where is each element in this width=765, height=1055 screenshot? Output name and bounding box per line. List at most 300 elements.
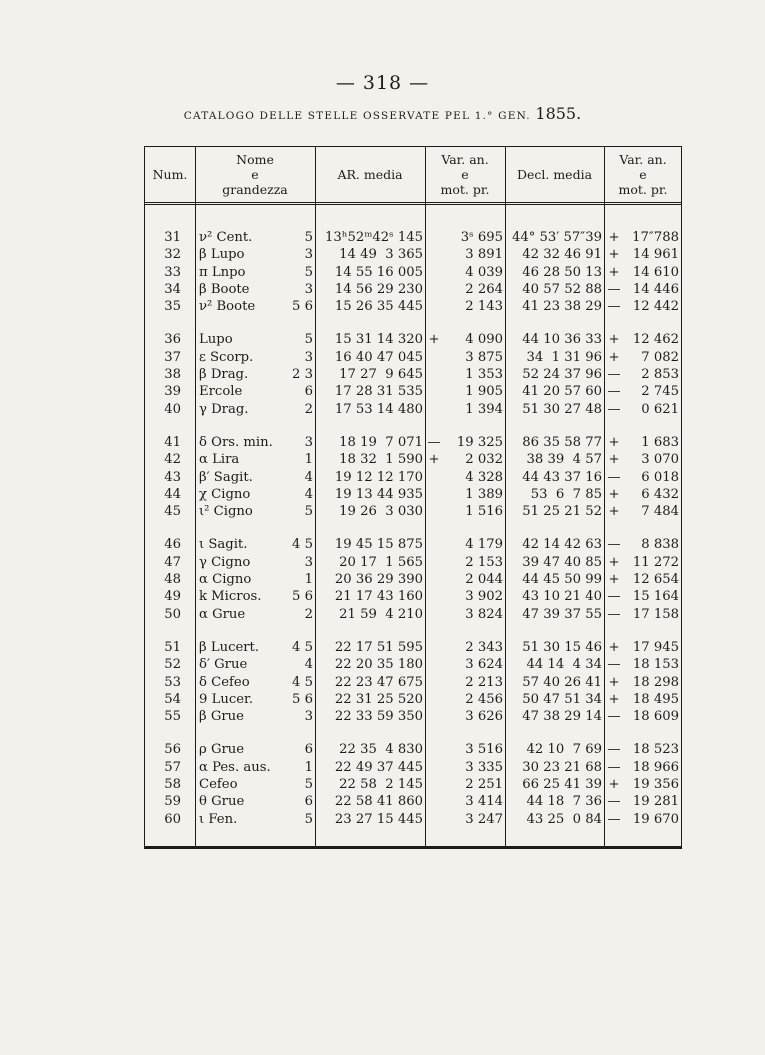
cell-var-decl: 18 609 [632,709,679,725]
cell-decl: 51 30 27 48 [522,401,602,417]
cell-decl: 44 18 7 36 [526,794,602,810]
cell-star: ν² Boote [199,299,256,315]
cell-star: β Drag. [199,367,249,383]
cell-magnitude: 5 [304,230,313,245]
cell-star: β Grue [199,709,244,725]
cell-var-ar: 2 153 [465,554,503,570]
cell-decl: 47 38 29 14 [522,709,602,725]
group-spacer [145,623,681,639]
cell-num: 33 [164,264,181,280]
cell-num: 56 [164,742,181,758]
cell-var-decl: 8 838 [641,537,679,553]
cell-decl: 47 39 37 55 [522,606,602,622]
cell-var-decl-sign: + [608,230,620,245]
cell-var-decl: 12 442 [632,299,679,315]
cell-magnitude: 1 [304,572,313,588]
cell-ar: 15 26 35 445 [334,299,423,315]
cell-magnitude: 5 [304,264,313,280]
cell-num: 43 [164,469,181,485]
cell-decl: 51 30 15 46 [522,639,602,655]
cell-var-decl: 17″788 [632,230,679,245]
table-row [145,401,681,418]
cell-var-ar: 2 343 [465,639,503,655]
cell-star: γ Drag. [199,401,249,417]
cell-var-decl: 3 070 [641,452,679,468]
cell-var-ar: 3 824 [465,606,503,622]
cell-magnitude: 3 [304,281,313,297]
cell-star: δ Ors. min. [199,434,273,450]
cell-var-ar-sign: + [428,452,440,468]
cell-num: 35 [164,299,181,315]
header-decl [505,147,604,202]
cell-magnitude: 4 5 [292,674,313,690]
cell-ar: 21 59 4 210 [339,606,423,622]
cell-var-decl: 19 356 [632,777,679,793]
cell-magnitude: 5 6 [292,299,313,315]
cell-num: 36 [164,332,181,348]
cell-num: 52 [164,657,181,673]
cell-var-ar-sign: + [428,332,440,348]
cell-ar: 15 31 14 320 [334,332,423,348]
table-row [145,656,681,673]
table-row [145,503,681,520]
cell-ar: 19 26 3 030 [339,504,423,520]
cell-magnitude: 3 [304,434,313,450]
cell-ar: 17 27 9 645 [339,367,423,383]
cell-star: β Lucert. [199,639,260,655]
cell-num: 51 [164,639,181,655]
cell-num: 50 [164,606,181,622]
cell-ar: 22 58 41 860 [334,794,423,810]
cell-var-decl: 6 018 [641,469,679,485]
cell-var-ar: 1 905 [465,384,503,400]
cell-decl: 38 39 4 57 [526,452,602,468]
cell-var-decl: 19 281 [632,794,679,810]
cell-var-decl: 17 158 [632,606,679,622]
cell-decl: 51 25 21 52 [522,504,602,520]
table-row [145,451,681,468]
table-row [145,811,681,828]
cell-magnitude: 6 [304,384,313,400]
cell-var-decl-sign: — [607,657,621,673]
page-title [0,104,765,123]
table-row [145,469,681,486]
cell-var-decl-sign: — [607,469,621,485]
table-row [145,298,681,315]
header-ar [315,147,425,202]
table-row [145,264,681,281]
cell-star: β Lupo [199,247,245,263]
cell-var-decl: 18 523 [632,742,679,758]
cell-var-decl: 17 945 [632,639,679,655]
cell-star: k Micros. [199,589,262,605]
cell-star: ρ Grue [199,742,245,758]
cell-magnitude: 1 [304,452,313,468]
cell-num: 39 [164,384,181,400]
cell-decl: 44 45 50 99 [522,572,602,588]
cell-num: 54 [164,691,181,707]
cell-magnitude: 2 [304,401,313,417]
cell-ar: 20 17 1 565 [339,554,423,570]
cell-var-decl-sign: + [608,486,620,502]
cell-var-decl-sign: + [608,264,620,280]
cell-ar: 19 13 44 935 [334,486,423,502]
cell-ar: 22 20 35 180 [334,657,423,673]
cell-decl: 34 1 31 96 [526,349,602,365]
cell-var-decl-sign: + [608,674,620,690]
cell-var-decl-sign: + [608,639,620,655]
table-row [145,691,681,708]
cell-num: 46 [164,537,181,553]
cell-magnitude: 4 5 [292,537,313,553]
cell-num: 40 [164,401,181,417]
cell-decl: 41 23 38 29 [522,299,602,315]
cell-var-ar: 3 624 [465,657,503,673]
table-row [145,486,681,503]
table-row [145,741,681,758]
cell-var-ar-sign: — [427,434,441,450]
cell-var-decl: 15 164 [632,589,679,605]
table-header [145,147,681,205]
group-spacer [145,418,681,434]
table-row [145,434,681,451]
cell-decl: 66 25 41 39 [522,777,602,793]
cell-star: ε Scorp. [199,349,254,365]
cell-var-ar: 1 353 [465,367,503,383]
header-num-label: Num. [152,167,188,182]
cell-magnitude: 4 [304,657,313,673]
cell-magnitude: 6 [304,794,313,810]
cell-decl: 40 57 52 88 [522,281,602,297]
cell-decl: 44 43 37 16 [522,469,602,485]
cell-var-decl: 18 495 [632,691,679,707]
table-row [145,536,681,553]
cell-star: β′ Sagit. [199,469,253,485]
cell-var-decl-sign: + [608,332,620,348]
cell-decl: 43 10 21 40 [522,589,602,605]
cell-var-decl-sign: + [608,247,620,263]
cell-magnitude: 4 [304,469,313,485]
cell-var-ar: 19 325 [456,434,503,450]
cell-magnitude: 6 [304,742,313,758]
cell-magnitude: 4 5 [292,639,313,655]
cell-ar: 19 45 15 875 [334,537,423,553]
cell-var-ar: 3 891 [465,247,503,263]
cell-decl: 30 23 21 68 [522,759,602,775]
cell-star: π Lnpo [199,264,246,280]
cell-var-ar: 3 875 [465,349,503,365]
header-var-ar-line: Var. an. [441,152,489,167]
cell-star: δ Cefeo [199,674,250,690]
cell-ar: 22 33 59 350 [334,709,423,725]
table-row [145,588,681,605]
header-nome-line: Nome [236,152,274,167]
table-row [145,606,681,623]
cell-ar: 18 32 1 590 [339,452,423,468]
cell-decl: 43 25 0 84 [526,811,602,827]
cell-var-ar: 2 251 [465,777,503,793]
cell-var-decl: 14 961 [632,247,679,263]
cell-magnitude: 2 3 [292,367,313,383]
header-var-decl [604,147,682,202]
table-row [145,571,681,588]
cell-var-ar: 3 414 [465,794,503,810]
cell-var-ar: 4 179 [465,537,503,553]
cell-ar: 14 55 16 005 [334,264,423,280]
cell-magnitude: 3 [304,247,313,263]
table-row [145,229,681,246]
cell-var-decl: 11 272 [632,554,679,570]
cell-ar: 22 23 47 675 [334,674,423,690]
page-number: — 318 — [335,72,430,94]
cell-star: ι Fen. [199,811,238,827]
cell-var-decl-sign: — [607,794,621,810]
cell-var-decl-sign: — [607,401,621,417]
cell-num: 44 [164,486,181,502]
cell-var-decl: 19 670 [632,811,679,827]
cell-num: 31 [164,230,181,245]
cell-decl: 42 14 42 63 [522,537,602,553]
cell-var-decl-sign: + [608,434,620,450]
group-spacer [145,520,681,536]
table-row [145,331,681,348]
cell-var-ar: 2 143 [465,299,503,315]
group-spacer [145,315,681,331]
cell-var-ar: 3 335 [465,759,503,775]
table-row [145,674,681,691]
cell-num: 59 [164,794,181,810]
cell-magnitude: 5 [304,504,313,520]
cell-star: Ercole [199,384,243,400]
cell-var-decl-sign: + [608,349,620,365]
cell-decl: 53 6 7 85 [530,486,602,502]
cell-ar: 18 19 7 071 [339,434,423,450]
cell-var-ar: 4 090 [465,332,503,348]
cell-star: ι² Cigno [199,504,253,520]
cell-var-decl: 14 446 [632,281,679,297]
cell-num: 41 [164,434,181,450]
cell-var-decl-sign: — [607,589,621,605]
cell-magnitude: 3 [304,349,313,365]
header-nome-line: grandezza [222,182,288,197]
cell-var-decl: 7 484 [641,504,679,520]
cell-decl: 86 35 58 77 [522,434,602,450]
header-var-ar [425,147,505,202]
cell-decl: 42 10 7 69 [526,742,602,758]
cell-num: 37 [164,349,181,365]
header-nome [195,147,315,202]
cell-decl: 41 20 57 60 [522,384,602,400]
cell-var-ar: 4 039 [465,264,503,280]
cell-ar: 22 17 51 595 [334,639,423,655]
cell-star: β Boote [199,281,250,297]
cell-num: 45 [164,504,181,520]
cell-magnitude: 5 [304,777,313,793]
cell-num: 42 [164,452,181,468]
cell-star: 9 Lucer. [199,691,254,707]
cell-var-decl: 0 621 [641,401,679,417]
cell-num: 48 [164,572,181,588]
cell-ar: 22 58 2 145 [339,777,423,793]
cell-decl: 42 32 46 91 [522,247,602,263]
header-var-decl-line: mot. pr. [618,182,668,197]
cell-ar: 23 27 15 445 [334,811,423,827]
cell-var-decl: 12 462 [632,332,679,348]
cell-var-ar: 3 247 [465,811,503,827]
cell-star: α Grue [199,606,246,622]
cell-magnitude: 5 6 [292,691,313,707]
cell-ar: 22 49 37 445 [334,759,423,775]
cell-var-ar: 2 032 [465,452,503,468]
cell-num: 49 [164,589,181,605]
cell-magnitude: 2 [304,606,313,622]
cell-var-decl-sign: — [607,537,621,553]
cell-var-decl-sign: — [607,742,621,758]
cell-var-ar: 2 044 [465,572,503,588]
cell-ar: 17 53 14 480 [334,401,423,417]
table-row [145,708,681,725]
cell-var-decl: 14 610 [632,264,679,280]
cell-var-decl-sign: — [607,384,621,400]
page-title-year: 1855. [535,104,582,123]
cell-ar: 13ʰ52ᵐ42ˢ 145 [325,230,423,245]
cell-var-ar: 3 902 [465,589,503,605]
cell-var-decl: 2 853 [641,367,679,383]
cell-var-decl: 6 432 [641,486,679,502]
cell-ar: 19 12 12 170 [334,469,423,485]
table-row [145,281,681,298]
cell-var-decl: 12 654 [632,572,679,588]
cell-var-decl-sign: + [608,572,620,588]
cell-var-decl: 18 153 [632,657,679,673]
cell-decl: 44 14 4 34 [526,657,602,673]
cell-var-decl: 2 745 [641,384,679,400]
cell-star: χ Cigno [199,486,251,502]
cell-ar: 14 49 3 365 [339,247,423,263]
cell-var-decl-sign: + [608,504,620,520]
cell-ar: 22 35 4 830 [339,742,423,758]
table-row [145,639,681,656]
cell-var-decl-sign: — [607,299,621,315]
cell-num: 32 [164,247,181,263]
cell-num: 57 [164,759,181,775]
cell-var-decl: 18 966 [632,759,679,775]
cell-ar: 17 28 31 535 [334,384,423,400]
cell-var-ar: 3 626 [465,709,503,725]
cell-magnitude: 5 6 [292,589,313,605]
cell-num: 58 [164,777,181,793]
header-var-decl-line: Var. an. [619,152,667,167]
cell-ar: 14 56 29 230 [334,281,423,297]
cell-ar: 22 31 25 520 [334,691,423,707]
header-var-ar-line: e [461,167,469,182]
cell-var-decl-sign: + [608,452,620,468]
cell-star: α Lira [199,452,240,468]
cell-star: ν² Cent. [199,230,253,245]
cell-decl: 57 40 26 41 [522,674,602,690]
cell-magnitude: 4 [304,486,313,502]
cell-var-ar: 1 389 [465,486,503,502]
header-nome-line: e [251,167,259,182]
cell-num: 38 [164,367,181,383]
table-row [145,554,681,571]
header-ar-label: AR. media [337,167,403,182]
cell-star: γ Cigno [199,554,251,570]
header-var-decl-line: e [639,167,647,182]
cell-var-decl-sign: + [608,777,620,793]
cell-decl: 44 10 36 33 [522,332,602,348]
table-row [145,246,681,263]
table-row [145,759,681,776]
cell-star: α Pes. aus. [199,759,271,775]
table-body [145,229,681,828]
cell-var-ar: 2 456 [465,691,503,707]
cell-var-ar: 3 516 [465,742,503,758]
cell-ar: 16 40 47 045 [334,349,423,365]
header-num [145,147,195,202]
cell-num: 60 [164,811,181,827]
table-row [145,793,681,810]
cell-var-decl-sign: — [607,281,621,297]
cell-var-decl-sign: — [607,759,621,775]
page-title-text: CATALOGO DELLE STELLE OSSERVATE PEL 1.° GEN. [183,110,531,122]
cell-var-ar: 2 264 [465,281,503,297]
cell-ar: 20 36 29 390 [334,572,423,588]
cell-var-decl: 7 082 [641,349,679,365]
cell-var-decl: 18 298 [632,674,679,690]
cell-var-decl-sign: — [607,367,621,383]
cell-var-decl: 1 683 [641,434,679,450]
cell-star: θ Grue [199,794,245,810]
table-row [145,349,681,366]
header-decl-label: Decl. media [516,167,593,182]
cell-var-decl-sign: — [607,811,621,827]
cell-star: Cefeo [199,777,238,793]
cell-var-decl-sign: + [608,691,620,707]
cell-var-ar: 1 394 [465,401,503,417]
cell-num: 34 [164,281,181,297]
cell-star: δ′ Grue [199,657,248,673]
cell-num: 55 [164,709,181,725]
cell-decl: 52 24 37 96 [522,367,602,383]
cell-decl: 50 47 51 34 [522,691,602,707]
header-var-ar-line: mot. pr. [440,182,490,197]
cell-ar: 21 17 43 160 [334,589,423,605]
cell-var-decl-sign: — [607,709,621,725]
cell-magnitude: 5 [304,811,313,827]
cell-var-ar: 3ˢ 695 [460,230,503,245]
cell-var-decl-sign: — [607,606,621,622]
table-row [145,366,681,383]
cell-decl: 39 47 40 85 [522,554,602,570]
cell-magnitude: 1 [304,759,313,775]
cell-decl: 44° 53′ 57″39 [511,230,602,245]
star-catalog-table [144,146,682,849]
cell-var-decl-sign: + [608,554,620,570]
table-row [145,776,681,793]
group-spacer [145,725,681,741]
cell-num: 53 [164,674,181,690]
cell-star: Lupo [199,332,233,348]
cell-magnitude: 5 [304,332,313,348]
cell-magnitude: 3 [304,709,313,725]
cell-num: 47 [164,554,181,570]
cell-var-ar: 2 213 [465,674,503,690]
cell-star: α Cigno [199,572,252,588]
cell-magnitude: 3 [304,554,313,570]
cell-decl: 46 28 50 13 [522,264,602,280]
cell-var-ar: 4 328 [465,469,503,485]
